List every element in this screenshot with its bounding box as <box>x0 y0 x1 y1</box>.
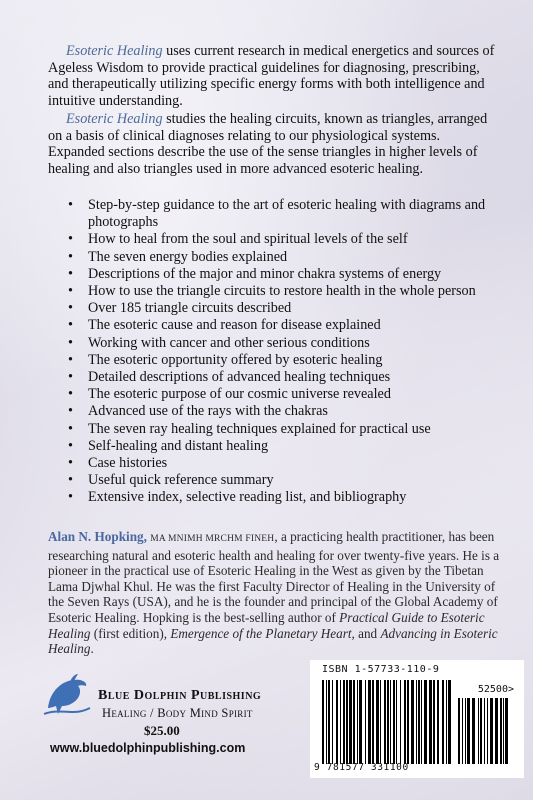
ean-digits: 9 781577 331100 <box>314 762 409 773</box>
publisher-block <box>40 660 265 770</box>
barcode-bar <box>429 680 432 764</box>
barcode-bar <box>465 698 466 764</box>
barcode-bar <box>416 680 417 764</box>
feature-item: • Over 185 triangle circuits described <box>48 300 488 317</box>
barcode-bar <box>404 680 406 764</box>
publisher-url: www.bluedolphinpublishing.com <box>50 741 246 755</box>
barcode-bar <box>357 680 358 764</box>
price-code: 52500> <box>477 684 514 695</box>
intro-paragraph-1 <box>48 43 500 109</box>
barcode-bar <box>446 680 447 764</box>
barcode-bar <box>467 698 470 764</box>
barcode-bar <box>400 680 401 764</box>
barcode-bar <box>380 680 381 764</box>
barcode-bar <box>322 680 324 764</box>
barcode-bar <box>418 680 420 764</box>
barcode-bar <box>505 698 508 764</box>
barcode-bar <box>336 680 338 764</box>
barcode-bar <box>390 680 391 764</box>
bio-text: and <box>354 625 381 641</box>
barcode-bar <box>487 698 488 764</box>
barcode-bar <box>478 698 479 764</box>
barcode-bar <box>411 680 414 764</box>
feature-item: • The seven energy bodies explained <box>48 249 488 266</box>
barcode-bar <box>359 680 362 764</box>
barcode-bar <box>462 698 463 764</box>
feature-item: • The esoteric purpose of our cosmic universe revealed <box>48 386 488 403</box>
feature-item: • The seven ray healing techniques explained for practical use <box>48 421 488 438</box>
barcode-bar <box>407 680 409 764</box>
feature-item: • Step-by-step guidance to the art of esoteric healing with diagrams and photographs <box>48 197 488 231</box>
title-highlight: Esoteric Healing <box>66 43 163 59</box>
bio-text: . <box>90 641 94 657</box>
barcode-bar <box>387 680 389 764</box>
barcode-bar <box>421 680 422 764</box>
barcode-bar <box>346 680 348 764</box>
feature-item: • Case histories <box>48 455 488 472</box>
barcode-bar <box>384 680 386 764</box>
barcode-bar <box>448 680 451 764</box>
barcode-bar <box>368 680 371 764</box>
title-highlight: Esoteric Healing <box>66 111 163 127</box>
barcode-bar <box>396 680 397 764</box>
barcode-bar <box>393 680 395 764</box>
barcode-bar <box>495 698 498 764</box>
feature-item: • How to heal from the soul and spiritual levels of the self <box>48 231 488 248</box>
barcode-bar <box>500 698 502 764</box>
barcode-bar <box>442 680 444 764</box>
bio-text: (first edition), <box>90 625 171 641</box>
bio-text: , a practicing health practitioner, has been researching natural and esoteric health and healing for over twenty-five years. He is a pioneer in the practical use of Esoteric Healing in the West as given by the Tibetan Lama Djwhal Khul. He was the first Faculty Director of Healing in the University of the Seven Rays (USA), and he is the founder and principal of the Global Academy of Esoteric Healing. Hopking is the best-selling author of <box>48 529 500 625</box>
barcode-bar <box>458 698 460 764</box>
barcode-bar <box>326 680 327 764</box>
barcode-bar <box>328 680 330 764</box>
barcode-bar <box>365 680 366 764</box>
feature-item: • The esoteric opportunity offered by esoteric healing <box>48 352 488 369</box>
publisher-name: Blue Dolphin Publishing <box>98 688 262 703</box>
book-title: Advancing in Esoteric Healing <box>48 625 498 657</box>
author-name: Alan N. Hopking, <box>48 529 147 544</box>
feature-item: • Descriptions of the major and minor chakra systems of energy <box>48 266 488 283</box>
feature-item: • Self-healing and distant healing <box>48 438 488 455</box>
book-title: Practical Guide to Esoteric Healing <box>48 609 485 641</box>
feature-item: • The esoteric cause and reason for disease explained <box>48 317 488 334</box>
book-price: $25.00 <box>144 723 180 738</box>
book-title: Emergence of the Planetary Heart, <box>170 625 355 641</box>
barcode-bar <box>340 680 341 764</box>
feature-list <box>48 197 488 507</box>
ean-barcode <box>322 680 452 764</box>
barcode-bar <box>472 698 475 764</box>
author-bio <box>48 529 503 657</box>
author-credentials: MA MNIMH MRCHM FINEH <box>150 534 275 544</box>
feature-item: • Advanced use of the rays with the chakras <box>48 403 488 420</box>
barcode-bar <box>484 698 485 764</box>
intro-paragraph-2 <box>48 111 500 177</box>
barcode-bar <box>332 680 333 764</box>
barcode-bar <box>349 680 352 764</box>
barcode-bar <box>343 680 345 764</box>
barcode-bar <box>480 698 482 764</box>
feature-item: • How to use the triangle circuits to restore health in the whole person <box>48 283 488 300</box>
dolphin-logo-icon <box>40 668 92 720</box>
feature-item: • Extensive index, selective reading list, and bibliography <box>48 489 488 506</box>
barcode-bar <box>503 698 504 764</box>
barcode-bar <box>353 680 355 764</box>
feature-item: • Working with cancer and other serious conditions <box>48 335 488 352</box>
barcode-bar <box>372 680 374 764</box>
book-category: Healing / Body Mind Spirit <box>102 706 253 720</box>
addon-barcode <box>458 698 510 764</box>
barcode-box <box>310 660 524 778</box>
barcode-bar <box>490 698 493 764</box>
barcode-bar <box>437 680 439 764</box>
isbn-text: ISBN 1-57733-110-9 <box>322 664 440 675</box>
intro-text: uses current research in medical energetics and sources of Ageless Wisdom to provide practical guidelines for diagnosing, prescribing, and therapeutically utilizing specific energy forms with both intelligence and intuitive understanding. <box>48 43 495 109</box>
barcode-bar <box>424 680 427 764</box>
barcode-bar <box>376 680 379 764</box>
intro-text: studies the healing circuits, known as triangles, arranged on a basis of clinical diagnoses relating to our physiological systems. Expanded sections describe the use of the sense triangles in higher levels of healing and also triangles used in more advanced esoteric healing. <box>48 111 488 177</box>
feature-item: • Detailed descriptions of advanced healing techniques <box>48 369 488 386</box>
feature-item: • Useful quick reference summary <box>48 472 488 489</box>
barcode-bar <box>433 680 435 764</box>
